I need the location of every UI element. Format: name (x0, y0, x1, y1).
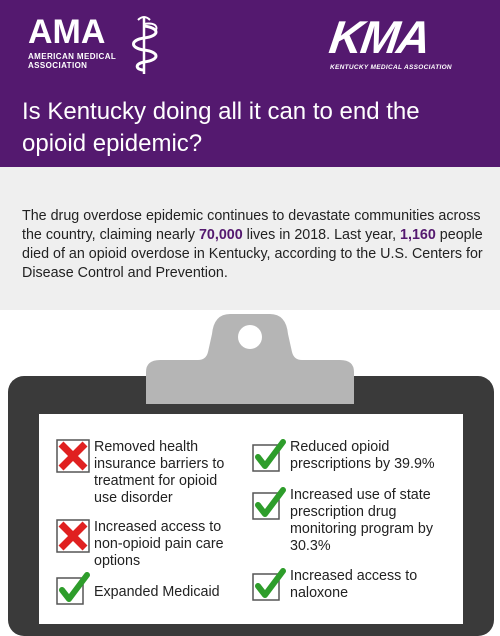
page-title: Is Kentucky doing all it can to end the opioid epidemic? (22, 98, 420, 157)
checklist-item-text: Increased access to non-opioid pain care options (94, 519, 224, 569)
checklist-item (56, 572, 240, 606)
kma-logo-subtitle: KENTUCKY MEDICAL ASSOCIATION (330, 64, 452, 71)
ama-logo-subtitle (28, 52, 138, 70)
green-check-icon (252, 487, 286, 521)
ama-subtitle-line: AMERICAN MEDICAL (28, 52, 117, 61)
intro-section (0, 167, 500, 310)
checklist-item-text: Increased use of state prescription drug monitoring program by 30.3% (290, 487, 434, 554)
red-x-icon (56, 519, 90, 553)
checklist-item-text: Removed health insurance barriers to treatment for opioid use disorder (94, 439, 225, 506)
checklist-item (252, 487, 457, 555)
kma-logo (326, 12, 476, 72)
intro-text: people died of an opioid overdose in Kentucky, according to the U.S. Centers for Disease Control and Prevention. (22, 227, 483, 281)
caduceus-icon (132, 12, 172, 76)
ama-logo (28, 12, 168, 76)
checklist-item (252, 568, 457, 602)
checklist-item (56, 519, 240, 570)
red-x-icon (56, 439, 90, 473)
kma-logo-letters: KMA (326, 11, 433, 63)
intro-text: The drug overdose epidemic continues to devastate communities across the country, claiming nearly (22, 208, 481, 243)
ama-subtitle-line: ASSOCIATION (28, 61, 88, 70)
deaths-kentucky-figure: 1,160 (400, 227, 436, 243)
intro-text: lives in 2018. Last year, (242, 227, 401, 243)
green-check-icon (252, 568, 286, 602)
checklist-item-text: Increased access to naloxone (290, 568, 418, 601)
deaths-us-figure: 70,000 (198, 227, 243, 243)
checklist-item-text: Reduced opioid prescriptions by 39.9% (290, 439, 435, 472)
ama-logo-letters: AMA (28, 13, 106, 51)
green-check-icon (56, 572, 90, 606)
checklist-item-text: Expanded Medicaid (94, 584, 220, 600)
intro-paragraph (22, 207, 484, 283)
header-banner (0, 0, 500, 167)
green-check-icon (252, 439, 286, 473)
checklist-item (252, 439, 457, 473)
checklist-item (56, 439, 240, 507)
